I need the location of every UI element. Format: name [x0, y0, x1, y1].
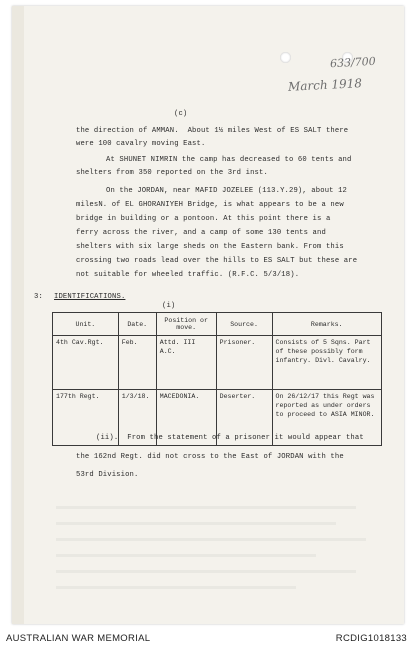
- column-header: Date.: [118, 313, 156, 336]
- document-page: [12, 6, 404, 624]
- paragraph2-line: shelters from 350 reported on the 3rd inst.: [76, 169, 268, 177]
- punch-hole: [280, 52, 291, 63]
- paragraph1-line: were 100 cavalry moving East.: [76, 140, 206, 148]
- table-row: [53, 336, 382, 390]
- table-header-row: [53, 313, 382, 336]
- paragraph3-line: milesN. of EL GHORANIYEH Bridge, is what appears to be a new: [76, 201, 344, 209]
- bleed-through-line: [56, 586, 296, 589]
- bleed-through-line: [56, 570, 356, 573]
- table-cell: Deserter.: [216, 390, 272, 446]
- column-header: Source.: [216, 313, 272, 336]
- handwritten-date: March 1918: [287, 76, 363, 94]
- table-cell: Prisoner.: [216, 336, 272, 390]
- column-header: Position or move.: [156, 313, 216, 336]
- section-heading: IDENTIFICATIONS.: [54, 293, 126, 301]
- sub-marker: (i): [162, 302, 176, 310]
- section-number: 3:: [34, 293, 43, 301]
- column-header: Unit.: [53, 313, 119, 336]
- paragraph3-line: shelters with six large sheds on the Eastern bank. From this: [76, 243, 344, 251]
- table-cell: 4th Cav.Rgt.: [53, 336, 119, 390]
- table-cell: Attd. III A.C.: [156, 336, 216, 390]
- paragraph3-line: ferry across the river, and a camp of some 130 tents and: [76, 229, 326, 237]
- paragraph3-line: not suitable for wheeled traffic. (R.F.C. 5/3/18).: [76, 271, 300, 279]
- paragraph3-line: On the JORDAN, near MAFID JOZELEE (113.Y.29), about 12: [106, 187, 348, 195]
- column-header: Remarks.: [272, 313, 381, 336]
- page-edge-shadow: [12, 6, 24, 624]
- bleed-through-line: [56, 522, 336, 525]
- handwritten-reference: 633/700: [329, 54, 377, 71]
- footer-record-id: RCDIG1018133: [335, 633, 407, 644]
- identifications-table: [52, 312, 382, 446]
- table-cell: 1/3/18.: [118, 390, 156, 446]
- footer-institution: AUSTRALIAN WAR MEMORIAL: [6, 633, 151, 644]
- table-cell: On 26/12/17 this Regt was reported as under orders to proceed to ASIA MINOR.: [272, 390, 381, 446]
- paragraph3-line: bridge in building or a pontoon. At this point there is a: [76, 215, 331, 223]
- paragraph1-line: the direction of AMMAN. About 1½ miles West of ES SALT there: [76, 127, 349, 135]
- bleed-through-line: [56, 506, 356, 509]
- bleed-through-line: [56, 554, 316, 557]
- bleed-through-line: [56, 538, 366, 541]
- paragraph2-line: At SHUNET NIMRIN the camp has decreased to 60 tents and: [106, 156, 352, 164]
- table-cell: Consists of 5 Sqns. Part of these possibly form infantry. Divl. Cavalry.: [272, 336, 381, 390]
- table-cell: MACEDONIA.: [156, 390, 216, 446]
- paragraph4-line: 53rd Division.: [76, 471, 139, 479]
- paragraph3-line: crossing two roads lead over the hills to ES SALT but these are: [76, 257, 358, 265]
- page-marker: (c): [174, 110, 188, 118]
- table-cell: Feb.: [118, 336, 156, 390]
- paragraph4-line: the 162nd Regt. did not cross to the East of JORDAN with the: [76, 453, 344, 461]
- table-cell: 177th Regt.: [53, 390, 119, 446]
- paragraph4-line: (ii). From the statement of a prisoner it would appear that: [96, 434, 364, 442]
